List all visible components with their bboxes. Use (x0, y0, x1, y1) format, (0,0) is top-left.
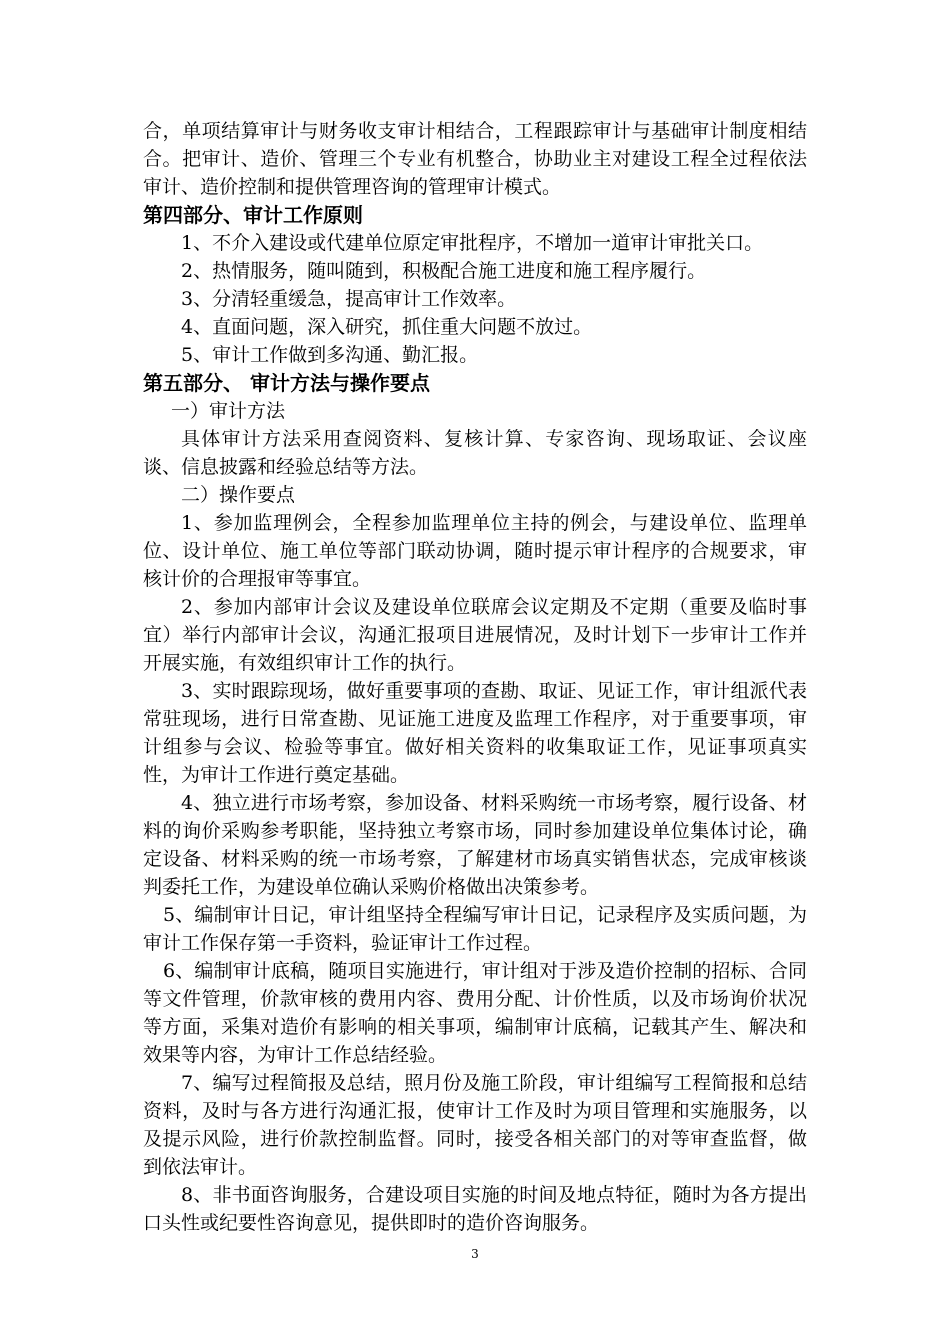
principle-item-5: 5、审计工作做到多沟通、勤汇报。 (181, 344, 479, 366)
document-body (143, 117, 807, 1237)
principle-item-3: 3、分清轻重缓急，提高审计工作效率。 (181, 288, 517, 310)
operation-item-3: 3、实时跟踪现场，做好重要事项的查勘、取证、见证工作，审计组派代表常驻现场，进行日常查勘、见证施工进度及监理工作程序，对于重要事项，审计组参与会议、检验等事宜。做好相关资料的收集取证工作，见证事项真实性，为审计工作进行奠定基础。 (143, 680, 807, 786)
operation-item-8: 8、非书面咨询服务，合建设项目实施的时间及地点特征，随时为各方提出口头性或纪要性咨询意见，提供即时的造价咨询服务。 (143, 1184, 807, 1234)
principle-item-1: 1、不介入建设或代建单位原定审批程序，不增加一道审计审批关口。 (181, 232, 764, 254)
page-number: 3 (471, 1247, 479, 1261)
principle-item-4: 4、直面问题，深入研究，抓住重大问题不放过。 (181, 316, 593, 338)
operation-item-1: 1、参加监理例会，全程参加监理单位主持的例会，与建设单位、监理单位、设计单位、施工单位等部门联动协调，随时提示审计程序的合规要求，审核计价的合理报审等事宜。 (143, 512, 807, 590)
section-heading-part-five: 第五部分、 审计方法与操作要点 (143, 371, 430, 395)
principle-item-2: 2、热情服务，随叫随到，积极配合施工进度和施工程序履行。 (181, 260, 707, 282)
operation-item-2: 2、参加内部审计会议及建设单位联席会议定期及不定期（重要及临时事宜）举行内部审计会议，沟通汇报项目进展情况，及时计划下一步审计工作并开展实施，有效组织审计工作的执行。 (143, 596, 807, 674)
section-heading-part-four: 第四部分、审计工作原则 (143, 203, 363, 227)
method-paragraph: 具体审计方法采用查阅资料、复核计算、专家咨询、现场取证、会议座谈、信息披露和经验总结等方法。 (143, 428, 807, 478)
subheading-operation-points: 二）操作要点 (181, 484, 296, 506)
subheading-audit-method: 一）审计方法 (171, 400, 286, 422)
operation-item-6: 6、编制审计底稿，随项目实施进行，审计组对于涉及造价控制的招标、合同等文件管理，价款审核的费用内容、费用分配、计价性质，以及市场询价状况等方面，采集对造价有影响的相关事项，编制审计底稿，记载其产生、解决和效果等内容，为审计工作总结经验。 (143, 960, 807, 1066)
operation-item-7: 7、编写过程简报及总结，照月份及施工阶段，审计组编写工程简报和总结资料，及时与各方进行沟通汇报，使审计工作及时为项目管理和实施服务，以及提示风险，进行价款控制监督。同时，接受各相关部门的对等审查监督，做到依法审计。 (143, 1072, 807, 1178)
operation-item-5: 5、编制审计日记，审计组坚持全程编写审计日记，记录程序及实质问题，为审计工作保存第一手资料，验证审计工作过程。 (143, 904, 807, 954)
operation-item-4: 4、独立进行市场考察，参加设备、材料采购统一市场考察，履行设备、材料的询价采购参考职能，坚持独立考察市场，同时参加建设单位集体讨论，确定设备、材料采购的统一市场考察，了解建材市场真实销售状态，完成审核谈判委托工作，为建设单位确认采购价格做出决策参考。 (143, 792, 807, 898)
paragraph-continuation: 合，单项结算审计与财务收支审计相结合，工程跟踪审计与基础审计制度相结合。把审计、造价、管理三个专业有机整合，协助业主对建设工程全过程依法审计、造价控制和提供管理咨询的管理审计模式。 (143, 120, 807, 198)
